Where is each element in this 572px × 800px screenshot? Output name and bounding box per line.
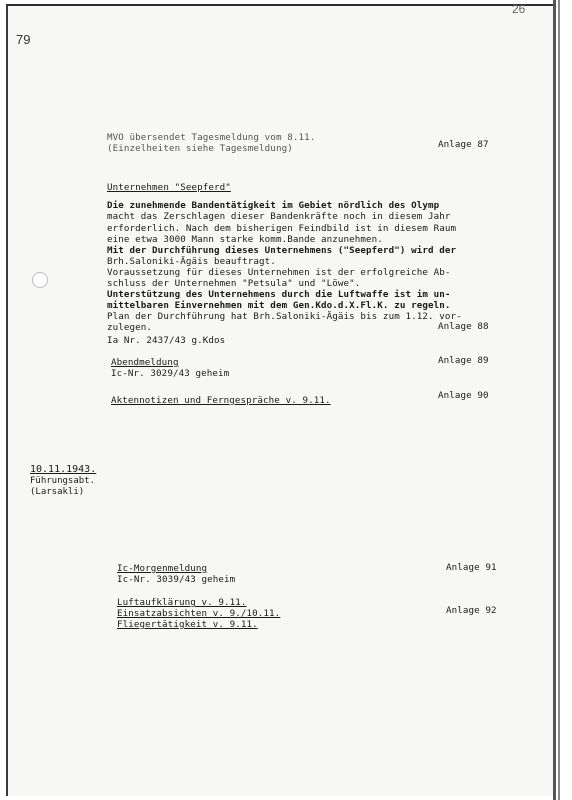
margin-line-3: (Larsakli) — [30, 487, 85, 497]
anlage-87: Anlage 87 — [438, 139, 489, 150]
anlage-88: Anlage 88 — [438, 321, 489, 332]
body-line-7: Voraussetzung für dieses Unternehmen ist der erfolgreiche Ab- — [107, 267, 451, 278]
section-ref: Ia Nr. 2437/43 g.Kdos — [107, 335, 226, 346]
page-edge — [553, 0, 556, 800]
section-title: Unternehmen "Seepferd" — [107, 182, 231, 193]
body-line-8: schluss der Unternehmen "Petsula" und "Löwe". — [107, 278, 361, 289]
body-line-1: Die zunehmende Bandentätigkeit im Gebiet nördlich des Olymp — [107, 200, 440, 211]
header-line-2: (Einzelheiten siehe Tagesmeldung) — [107, 143, 293, 154]
page-number-right: 26 — [512, 2, 526, 16]
body-line-3: erforderlich. Nach dem bisherigen Feindbild ist in diesem Raum — [107, 223, 457, 234]
anlage-89: Anlage 89 — [438, 355, 489, 366]
body-line-5: Mit der Durchführung dieses Unternehmens ("Seepferd") wird der — [107, 245, 457, 256]
abend-ref: Ic-Nr. 3029/43 geheim — [111, 368, 230, 379]
morgen-title: Ic-Morgenmeldung — [117, 563, 208, 574]
body-line-10: mittelbaren Einvernehmen mit dem Gen.Kdo.d.X.Fl.K. zu regeln. — [107, 300, 451, 311]
anlage-92: Anlage 92 — [446, 605, 497, 616]
margin-date: 10.11.1943. — [30, 464, 97, 475]
body-line-11: Plan der Durchführung hat Brh.Saloniki-Ägäis bis zum 1.12. vor- — [107, 311, 462, 322]
header-line-1: MVO übersendet Tagesmeldung vom 8.11. — [107, 132, 316, 143]
body-line-4: eine etwa 3000 Mann starke komm.Bande anzunehmen. — [107, 234, 383, 245]
page-number-left: 79 — [16, 32, 31, 47]
anlage-91: Anlage 91 — [446, 562, 497, 573]
abend-title: Abendmeldung — [111, 357, 179, 368]
body-line-9: Unterstützung des Unternehmens durch die Luftwaffe ist im un- — [107, 289, 451, 300]
margin-line-2: Führungsabt. — [30, 476, 96, 486]
akten-title: Aktennotizen und Ferngespräche v. 9.11. — [111, 395, 331, 406]
luft-line-2: Einsatzabsichten v. 9./10.11. — [117, 608, 281, 619]
luft-line-1: Luftaufklärung v. 9.11. — [117, 597, 247, 608]
body-line-12: zulegen. — [107, 322, 153, 333]
morgen-ref: Ic-Nr. 3039/43 geheim — [117, 574, 236, 585]
body-line-2: macht das Zerschlagen dieser Bandenkräfte noch in diesem Jahr — [107, 211, 451, 222]
body-line-6: Brh.Saloniki-Ägäis beauftragt. — [107, 256, 276, 267]
punch-hole — [32, 272, 48, 288]
luft-line-3: Fliegertätigkeit v. 9.11. — [117, 619, 258, 630]
page-edge-shadow — [558, 0, 560, 800]
anlage-90: Anlage 90 — [438, 390, 489, 401]
